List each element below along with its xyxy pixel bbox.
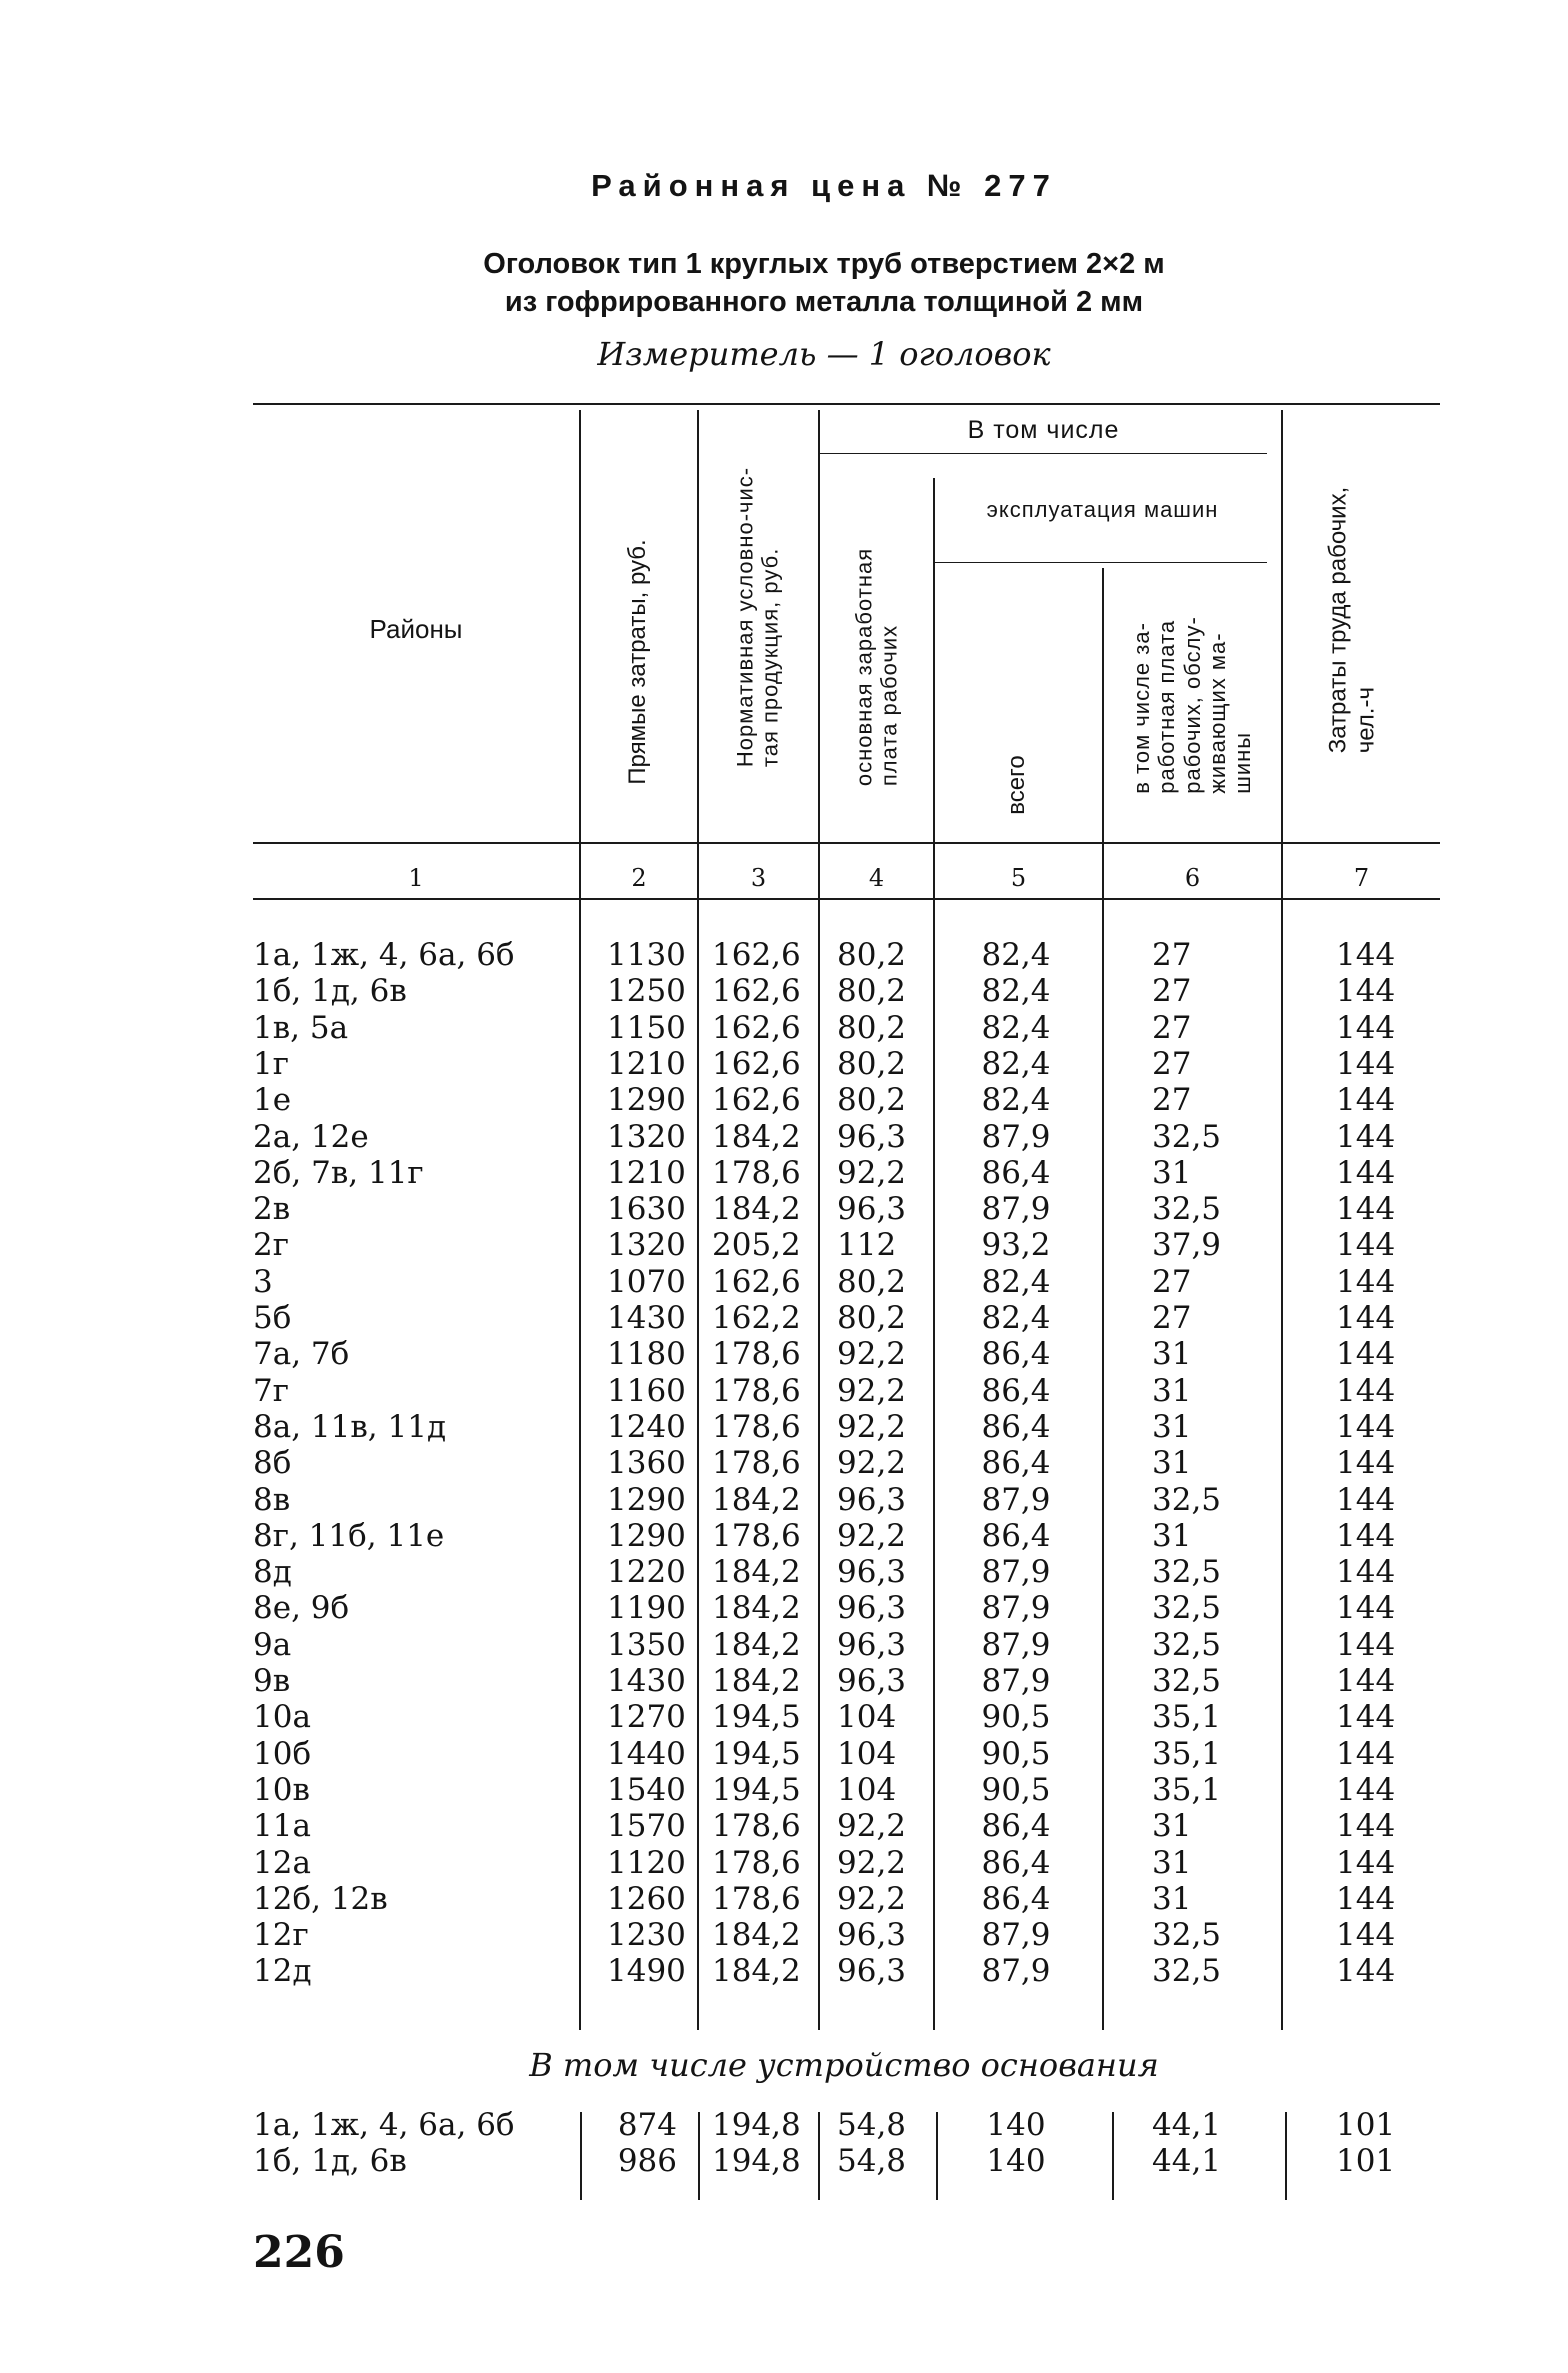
machine-wage-cell: 31	[1152, 1808, 1192, 1845]
normative-cell: 178,6	[712, 1336, 801, 1373]
machine-wage-cell: 31	[1152, 1336, 1192, 1373]
base-wage-cell: 112	[837, 1227, 897, 1264]
direct-costs-cell: 1570	[607, 1808, 686, 1845]
direct-costs-cell: 874	[617, 2107, 677, 2143]
normative-cell: 194,8	[712, 2143, 801, 2180]
base-wage-cell: 96,3	[837, 1953, 907, 1990]
base-wage-cell: 96,3	[837, 1917, 907, 1954]
machine-wage-cell: 32,5	[1152, 1590, 1222, 1627]
vrule-6	[1281, 410, 1283, 2030]
region-cell: 8в	[253, 1481, 291, 1518]
header-regions: Районы	[369, 614, 463, 645]
base-wage-cell: 54,8	[837, 2143, 907, 2180]
machine-wage-cell: 32,5	[1152, 1953, 1222, 1990]
machine-total-cell: 86,4	[981, 1844, 1051, 1881]
base-wage-cell: 104	[837, 1699, 897, 1736]
direct-costs-cell: 1260	[607, 1880, 686, 1917]
direct-costs-cell: 1430	[607, 1663, 686, 1699]
region-cell: 2в	[253, 1191, 291, 1228]
column-number-4: 4	[868, 864, 885, 892]
machine-total-cell: 87,9	[981, 1554, 1051, 1591]
region-cell: 8е, 9б	[253, 1590, 350, 1627]
direct-costs-cell: 1250	[607, 973, 686, 1010]
machine-total-cell: 87,9	[981, 1481, 1051, 1518]
machine-wage-cell: 32,5	[1152, 1481, 1222, 1518]
machine-total-cell: 90,5	[981, 1771, 1051, 1808]
labor-cell: 144	[1336, 1590, 1396, 1627]
machine-total-cell: 86,4	[981, 1408, 1051, 1445]
vrule-1	[579, 410, 581, 2030]
base-wage-cell: 96,3	[837, 1481, 907, 1518]
region-cell: 7г	[253, 1372, 289, 1409]
machine-wage-cell: 31	[1152, 1517, 1192, 1554]
header-machine-wage	[1128, 616, 1255, 794]
header-normative	[732, 466, 783, 768]
machine-wage-cell: 35,1	[1152, 1735, 1222, 1772]
rule-header-bottom	[253, 842, 1440, 844]
region-cell: 1а, 1ж, 4, 6а, 6б	[253, 2107, 515, 2143]
machine-wage-cell: 44,1	[1152, 2107, 1222, 2143]
header-base-wage-text: основная заработная плата рабочих	[851, 547, 902, 787]
machine-total-cell: 86,4	[981, 1372, 1051, 1409]
direct-costs-cell: 1440	[607, 1735, 686, 1772]
normative-cell: 194,8	[712, 2107, 801, 2143]
labor-cell: 144	[1336, 1045, 1396, 1082]
direct-costs-cell: 1350	[607, 1626, 686, 1663]
direct-costs-cell: 1540	[607, 1771, 686, 1808]
machine-total-cell: 87,9	[981, 1917, 1051, 1954]
machine-wage-cell: 32,5	[1152, 1626, 1222, 1663]
vrule-4	[933, 478, 935, 2030]
region-cell: 10а	[253, 1699, 311, 1736]
region-cell: 2б, 7в, 11г	[253, 1154, 424, 1191]
direct-costs-cell: 1290	[607, 1082, 686, 1119]
labor-cell: 144	[1336, 1917, 1396, 1954]
machine-wage-cell: 27	[1152, 1300, 1192, 1336]
direct-costs-cell: 1130	[607, 937, 686, 973]
machine-total-cell: 82,4	[981, 1300, 1051, 1336]
machine-wage-cell: 32,5	[1152, 1554, 1222, 1591]
machine-total-cell: 82,4	[981, 973, 1051, 1010]
header-labor	[1324, 486, 1379, 754]
column-number-2: 2	[631, 864, 647, 892]
machine-wage-cell: 27	[1152, 973, 1192, 1010]
labor-cell: 144	[1336, 1372, 1396, 1409]
direct-costs-cell: 1290	[607, 1481, 686, 1518]
direct-costs-cell: 1120	[607, 1844, 686, 1881]
region-cell: 8д	[253, 1554, 292, 1591]
machine-total-cell: 82,4	[981, 937, 1051, 973]
column-number-1: 1	[408, 864, 424, 892]
vrule-s1	[580, 2112, 582, 2200]
normative-cell: 162,6	[712, 1082, 801, 1119]
machine-total-cell: 86,4	[981, 1154, 1051, 1191]
measure-unit: Измеритель — 1 оголовок	[597, 335, 1051, 373]
labor-cell: 144	[1336, 1009, 1396, 1046]
header-machine-operation: эксплуатация машин	[986, 497, 1219, 523]
vrule-s4	[936, 2112, 938, 2200]
machine-wage-cell: 31	[1152, 1445, 1192, 1482]
base-wage-cell: 96,3	[837, 1626, 907, 1663]
subtitle-line-1: Оголовок тип 1 круглых труб отверстием 2×2 м	[483, 248, 1165, 280]
machine-wage-cell: 32,5	[1152, 1663, 1222, 1699]
normative-cell: 184,2	[712, 1663, 801, 1699]
machine-total-cell: 93,2	[981, 1227, 1051, 1264]
rule-top	[253, 403, 1440, 405]
direct-costs-cell: 1630	[607, 1191, 686, 1228]
normative-cell: 178,6	[712, 1372, 801, 1409]
labor-cell: 144	[1336, 937, 1396, 973]
labor-cell: 144	[1336, 1300, 1396, 1336]
region-cell: 1е	[253, 1082, 292, 1119]
direct-costs-cell: 1160	[607, 1372, 686, 1409]
region-cell: 12г	[253, 1917, 309, 1954]
labor-cell: 144	[1336, 1699, 1396, 1736]
base-wage-cell: 54,8	[837, 2107, 907, 2143]
base-wage-cell: 80,2	[837, 1082, 907, 1119]
region-cell: 12а	[253, 1844, 311, 1881]
machine-total-cell: 87,9	[981, 1191, 1051, 1228]
rule-machines	[935, 562, 1267, 563]
base-wage-cell: 104	[837, 1735, 897, 1772]
normative-cell: 184,2	[712, 1481, 801, 1518]
normative-cell: 178,6	[712, 1880, 801, 1917]
machine-total-cell: 87,9	[981, 1953, 1051, 1990]
normative-cell: 184,2	[712, 1590, 801, 1627]
normative-cell: 184,2	[712, 1917, 801, 1954]
vrule-s3	[818, 2112, 820, 2200]
machine-wage-cell: 31	[1152, 1408, 1192, 1445]
labor-cell: 144	[1336, 1191, 1396, 1228]
region-cell: 7а, 7б	[253, 1336, 350, 1373]
machine-total-cell: 82,4	[981, 1009, 1051, 1046]
section-title: В том числе устройство основания	[529, 2046, 1159, 2084]
labor-cell: 144	[1336, 1336, 1396, 1373]
header-direct-costs-text: Прямые затраты, руб.	[624, 539, 652, 785]
region-cell: 10б	[253, 1735, 312, 1772]
machine-total-cell: 87,9	[981, 1590, 1051, 1627]
normative-cell: 184,2	[712, 1118, 801, 1155]
machine-wage-cell: 31	[1152, 1844, 1192, 1881]
column-number-6: 6	[1184, 864, 1201, 892]
machine-total-cell: 90,5	[981, 1735, 1051, 1772]
machine-wage-cell: 37,9	[1152, 1227, 1222, 1264]
normative-cell: 178,6	[712, 1808, 801, 1845]
base-wage-cell: 92,2	[837, 1844, 907, 1881]
direct-costs-cell: 1290	[607, 1517, 686, 1554]
rule-numbers-bottom	[253, 898, 1440, 900]
region-cell: 1а, 1ж, 4, 6а, 6б	[253, 937, 515, 973]
base-wage-cell: 92,2	[837, 1408, 907, 1445]
machine-total-cell: 82,4	[981, 1045, 1051, 1082]
base-wage-cell: 92,2	[837, 1154, 907, 1191]
normative-cell: 178,6	[712, 1408, 801, 1445]
header-total-text: всего	[1003, 755, 1031, 815]
labor-cell: 144	[1336, 1263, 1396, 1300]
direct-costs-cell: 1190	[607, 1590, 686, 1627]
labor-cell: 101	[1336, 2107, 1396, 2143]
machine-total-cell: 82,4	[981, 1082, 1051, 1119]
base-wage-cell: 96,3	[837, 1590, 907, 1627]
machine-total-cell: 82,4	[981, 1263, 1051, 1300]
machine-total-cell: 87,9	[981, 1118, 1051, 1155]
direct-costs-cell: 1320	[607, 1118, 686, 1155]
vrule-s5	[1112, 2112, 1114, 2200]
direct-costs-cell: 1180	[607, 1336, 686, 1373]
machine-total-cell: 86,4	[981, 1808, 1051, 1845]
base-wage-cell: 80,2	[837, 1045, 907, 1082]
normative-cell: 162,6	[712, 973, 801, 1010]
region-cell: 8а, 11в, 11д	[253, 1408, 447, 1445]
labor-cell: 144	[1336, 1154, 1396, 1191]
labor-cell: 144	[1336, 1844, 1396, 1881]
region-cell: 1б, 1д, 6в	[253, 2143, 407, 2180]
machine-wage-cell: 32,5	[1152, 1191, 1222, 1228]
base-wage-cell: 92,2	[837, 1336, 907, 1373]
direct-costs-cell: 1150	[607, 1009, 686, 1046]
machine-total-cell: 86,4	[981, 1517, 1051, 1554]
header-machine-wage-text: в том числе за- работная плата рабочих, обслу- живающих ма- шины	[1128, 616, 1255, 794]
region-cell: 5б	[253, 1300, 292, 1336]
normative-cell: 184,2	[712, 1554, 801, 1591]
base-wage-cell: 96,3	[837, 1663, 907, 1699]
base-wage-cell: 92,2	[837, 1445, 907, 1482]
region-cell: 9а	[253, 1626, 292, 1663]
vrule-2	[697, 410, 699, 2030]
column-number-7: 7	[1353, 864, 1370, 892]
machine-total-cell: 86,4	[981, 1880, 1051, 1917]
labor-cell: 144	[1336, 1118, 1396, 1155]
vrule-s2	[698, 2112, 700, 2200]
direct-costs-cell: 1210	[607, 1154, 686, 1191]
direct-costs-cell: 1070	[607, 1263, 686, 1300]
labor-cell: 144	[1336, 1663, 1396, 1699]
normative-cell: 194,5	[712, 1771, 801, 1808]
region-cell: 2г	[253, 1227, 289, 1264]
direct-costs-cell: 1240	[607, 1408, 686, 1445]
subtitle-line-2: из гофрированного металла толщиной 2 мм	[504, 286, 1144, 318]
region-cell: 9в	[253, 1663, 291, 1699]
machine-total-cell: 86,4	[981, 1336, 1051, 1373]
labor-cell: 144	[1336, 1771, 1396, 1808]
direct-costs-cell: 1360	[607, 1445, 686, 1482]
base-wage-cell: 92,2	[837, 1517, 907, 1554]
labor-cell: 144	[1336, 1227, 1396, 1264]
rule-including	[820, 453, 1267, 454]
normative-cell: 162,2	[712, 1300, 801, 1336]
region-cell: 8б	[253, 1445, 292, 1482]
region-cell: 8г, 11б, 11е	[253, 1517, 445, 1554]
machine-wage-cell: 27	[1152, 1263, 1192, 1300]
labor-cell: 144	[1336, 1626, 1396, 1663]
labor-cell: 144	[1336, 1880, 1396, 1917]
machine-total-cell: 87,9	[981, 1663, 1051, 1699]
region-cell: 11а	[253, 1808, 311, 1845]
normative-cell: 178,6	[712, 1154, 801, 1191]
machine-total-cell: 90,5	[981, 1699, 1051, 1736]
header-total	[1003, 755, 1031, 815]
labor-cell: 144	[1336, 1808, 1396, 1845]
vrule-s6	[1285, 2112, 1287, 2200]
region-cell: 12д	[253, 1953, 312, 1990]
normative-cell: 162,6	[712, 1263, 801, 1300]
machine-total-cell: 140	[986, 2143, 1046, 2180]
machine-wage-cell: 44,1	[1152, 2143, 1222, 2180]
machine-wage-cell: 27	[1152, 1045, 1192, 1082]
labor-cell: 144	[1336, 1517, 1396, 1554]
direct-costs-cell: 986	[617, 2143, 677, 2180]
normative-cell: 178,6	[712, 1445, 801, 1482]
base-wage-cell: 96,3	[837, 1118, 907, 1155]
labor-cell: 144	[1336, 1554, 1396, 1591]
base-wage-cell: 92,2	[837, 1372, 907, 1409]
price-title: Районная цена № 277	[591, 168, 1057, 203]
normative-cell: 178,6	[712, 1517, 801, 1554]
base-wage-cell: 80,2	[837, 1263, 907, 1300]
machine-wage-cell: 27	[1152, 1009, 1192, 1046]
machine-total-cell: 86,4	[981, 1445, 1051, 1482]
machine-wage-cell: 27	[1152, 1082, 1192, 1119]
column-number-3: 3	[750, 864, 767, 892]
base-wage-cell: 80,2	[837, 1009, 907, 1046]
machine-wage-cell: 31	[1152, 1880, 1192, 1917]
labor-cell: 101	[1336, 2143, 1396, 2180]
base-wage-cell: 92,2	[837, 1880, 907, 1917]
normative-cell: 205,2	[712, 1227, 801, 1264]
region-cell: 1г	[253, 1045, 289, 1082]
header-labor-text: Затраты труда рабочих, чел.-ч	[1324, 486, 1379, 754]
machine-wage-cell: 32,5	[1152, 1118, 1222, 1155]
machine-total-cell: 87,9	[981, 1626, 1051, 1663]
header-including: В том числе	[967, 415, 1120, 444]
direct-costs-cell: 1210	[607, 1045, 686, 1082]
labor-cell: 144	[1336, 1481, 1396, 1518]
labor-cell: 144	[1336, 1953, 1396, 1990]
direct-costs-cell: 1490	[607, 1953, 686, 1990]
normative-cell: 194,5	[712, 1735, 801, 1772]
machine-wage-cell: 31	[1152, 1372, 1192, 1409]
labor-cell: 144	[1336, 1445, 1396, 1482]
column-number-5: 5	[1010, 864, 1027, 892]
machine-wage-cell: 27	[1152, 937, 1192, 973]
direct-costs-cell: 1270	[607, 1699, 686, 1736]
normative-cell: 162,6	[712, 937, 801, 973]
base-wage-cell: 104	[837, 1771, 897, 1808]
vrule-5	[1102, 568, 1104, 2030]
machine-total-cell: 140	[986, 2107, 1046, 2143]
region-cell: 10в	[253, 1771, 310, 1808]
direct-costs-cell: 1230	[607, 1917, 686, 1954]
machine-wage-cell: 35,1	[1152, 1699, 1222, 1736]
normative-cell: 194,5	[712, 1699, 801, 1736]
normative-cell: 184,2	[712, 1626, 801, 1663]
header-direct-costs	[624, 539, 652, 785]
direct-costs-cell: 1220	[607, 1554, 686, 1591]
region-cell: 12б, 12в	[253, 1880, 388, 1917]
normative-cell: 162,6	[712, 1045, 801, 1082]
normative-cell: 184,2	[712, 1953, 801, 1990]
region-cell: 1в, 5а	[253, 1009, 349, 1046]
base-wage-cell: 80,2	[837, 937, 907, 973]
page-number: 226	[253, 2227, 345, 2278]
normative-cell: 162,6	[712, 1009, 801, 1046]
header-normative-text: Нормативная условно-чис- тая продукция, руб.	[732, 466, 783, 768]
header-base-wage	[851, 547, 902, 787]
labor-cell: 144	[1336, 1408, 1396, 1445]
base-wage-cell: 80,2	[837, 973, 907, 1010]
vrule-3	[818, 410, 820, 2030]
base-wage-cell: 96,3	[837, 1554, 907, 1591]
labor-cell: 144	[1336, 1082, 1396, 1119]
base-wage-cell: 92,2	[837, 1808, 907, 1845]
labor-cell: 144	[1336, 1735, 1396, 1772]
direct-costs-cell: 1430	[607, 1300, 686, 1336]
base-wage-cell: 80,2	[837, 1300, 907, 1336]
region-cell: 1б, 1д, 6в	[253, 973, 407, 1010]
machine-wage-cell: 32,5	[1152, 1917, 1222, 1954]
machine-wage-cell: 31	[1152, 1154, 1192, 1191]
normative-cell: 178,6	[712, 1844, 801, 1881]
region-cell: 3	[253, 1263, 273, 1300]
base-wage-cell: 96,3	[837, 1191, 907, 1228]
normative-cell: 184,2	[712, 1191, 801, 1228]
labor-cell: 144	[1336, 973, 1396, 1010]
machine-wage-cell: 35,1	[1152, 1771, 1222, 1808]
region-cell: 2а, 12е	[253, 1118, 369, 1155]
direct-costs-cell: 1320	[607, 1227, 686, 1264]
